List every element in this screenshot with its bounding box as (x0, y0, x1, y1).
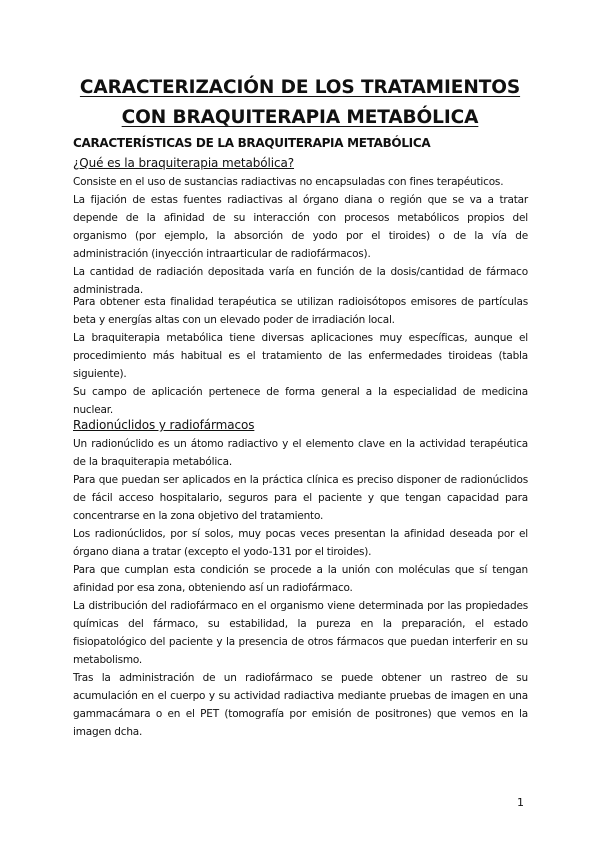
paragraph: Un radionúclido es un átomo radiactivo y el elemento clave en la actividad terapéutica de la braquiterapia metabólica. (73, 438, 528, 468)
page-number: 1 (517, 796, 524, 809)
paragraph: La distribución del radiofármaco en el organismo viene determinada por las propiedades químicas del fármaco, su estabilidad, la pureza en la preparación, el estado fisiopatológico del paciente y la presencia de otros fármacos que puedan interferir en su metabolismo. (73, 600, 528, 666)
subheading: Radionúclidos y radiofármacos (73, 418, 255, 432)
subheading: ¿Qué es la braquiterapia metabólica? (73, 156, 295, 170)
paragraph: Consiste en el uso de sustancias radiactivas no encapsuladas con fines terapéuticos. (73, 176, 504, 188)
paragraph: La fijación de estas fuentes radiactivas al órgano diana o región que se va a tratar depende de la afinidad de su interacción con procesos metabólicos propios del organismo (por ejemplo, la absorción de yodo por el tiroides) o de la vía de administración (inyección intraarticular de radiofármacos). (73, 194, 528, 260)
paragraph: Tras la administración de un radiofármaco se puede obtener un rastreo de su acumulación en el cuerpo y su actividad radiactiva mediante pruebas de imagen en una gammacámara o en el PET (tomografía por emisión de positrones) que vemos en la imagen dcha. (73, 672, 528, 738)
section-heading: CARACTERÍSTICAS DE LA BRAQUITERAPIA METABÓLICA (73, 136, 431, 150)
paragraph: Su campo de aplicación pertenece de forma general a la especialidad de medicina nuclear. (73, 386, 528, 416)
paragraph: Para que cumplan esta condición se procede a la unión con moléculas que sí tengan afinidad por esa zona, obteniendo así un radiofármaco. (73, 564, 528, 594)
paragraph: La cantidad de radiación depositada varía en función de la dosis/cantidad de fármaco administrada. (73, 266, 528, 296)
paragraph: Para obtener esta finalidad terapéutica se utilizan radioisótopos emisores de partículas beta y energías altas con un elevado poder de irradiación local. (73, 296, 528, 326)
paragraph: Los radionúclidos, por sí solos, muy pocas veces presentan la afinidad deseada por el órgano diana a tratar (excepto el yodo-131 por el tiroides). (73, 528, 528, 558)
paragraph: Para que puedan ser aplicados en la práctica clínica es preciso disponer de radionúclidos de fácil acceso hospitalario, seguros para el paciente y que tengan capacidad para concentrarse en la zona objetivo del tratamiento. (73, 474, 528, 522)
page-title: CARACTERIZACIÓN DE LOS TRATAMIENTOS CON BRAQUITERAPIA METABÓLICA (79, 77, 521, 128)
paragraph: La braquiterapia metabólica tiene diversas aplicaciones muy específicas, aunque el procedimiento más habitual es el tratamiento de las enfermedades tiroideas (tabla siguiente). (73, 332, 528, 380)
